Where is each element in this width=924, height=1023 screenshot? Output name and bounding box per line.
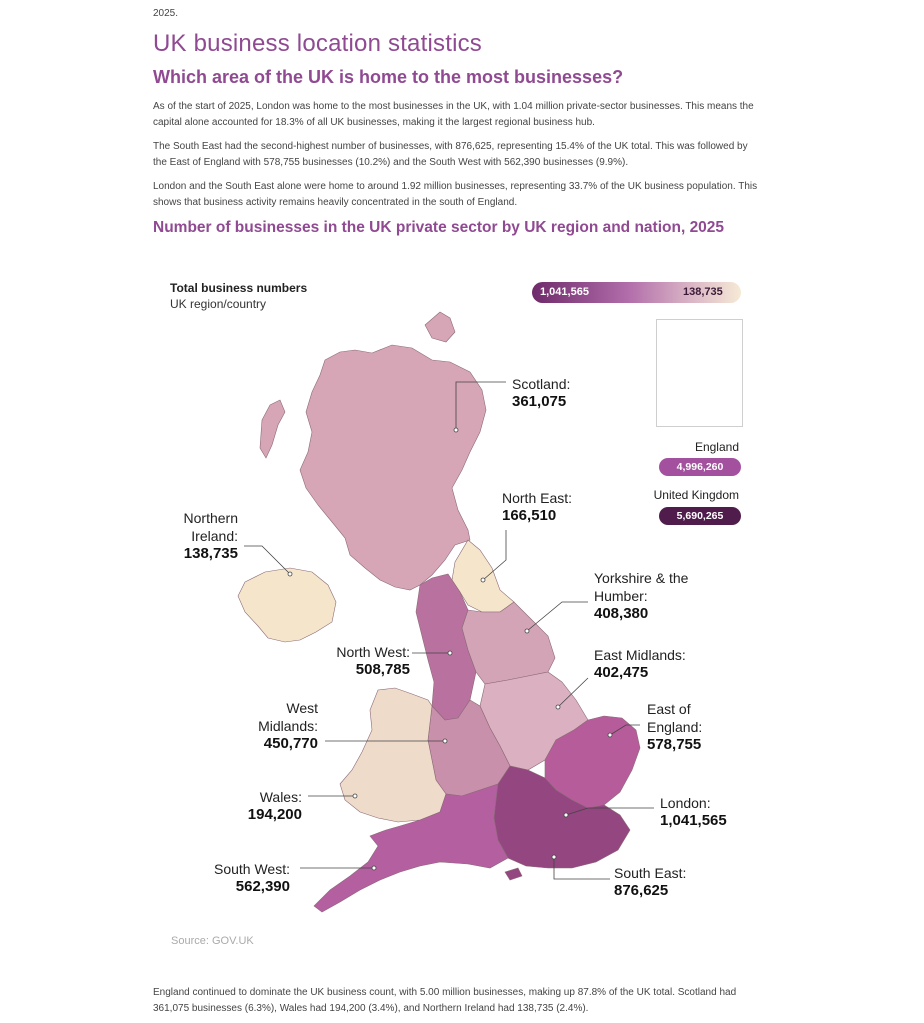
label-northern-ireland-name: Northern Ireland: xyxy=(183,510,238,544)
label-wales-value: 194,200 xyxy=(247,806,302,823)
paragraph-1: As of the start of 2025, London was home to the most businesses in the UK, with 1.04 million private-sector businesses. This means the capital alone accounted for 18.3% of all UK businesses, making it the largest regional business hub. xyxy=(153,101,754,128)
label-north-east-value: 166,510 xyxy=(502,507,557,524)
label-wales-name: Wales: xyxy=(259,789,302,805)
region-shape-yorkshire xyxy=(462,602,555,684)
label-scotland xyxy=(512,375,570,411)
shetland-inset-box xyxy=(656,319,743,427)
dot-wales xyxy=(353,794,357,798)
label-south-east-name: South East: xyxy=(614,865,687,881)
dot-northern-ireland xyxy=(288,572,292,576)
legend-title: Total business numbers xyxy=(170,281,308,295)
dot-east-of-england xyxy=(608,733,612,737)
label-london-name: London: xyxy=(660,795,711,811)
label-yorkshire-name: Yorkshire & the Humber: xyxy=(594,570,689,604)
legend-subtitle: UK region/country xyxy=(170,297,267,311)
scale-min-label: 138,735 xyxy=(683,286,723,298)
dot-west-midlands xyxy=(443,739,447,743)
label-north-east-name: North East: xyxy=(502,490,573,506)
paragraph-2: The South East had the second-highest number of businesses, with 876,625, representing 15.4% of the UK total. This was followed by the East of England with 578,755 businesses (10.2%) and the South West with 562,390 businesses (9.9%). xyxy=(153,141,748,168)
chart-title: Number of businesses in the UK private sector by UK region and nation, 2025 xyxy=(153,219,725,236)
england-total-pill: 4,996,260 xyxy=(659,458,741,476)
label-north-west xyxy=(310,643,410,679)
chart-source: Source: GOV.UK xyxy=(171,935,254,947)
uk-total-pill: 5,690,265 xyxy=(659,507,741,525)
label-south-east-value: 876,625 xyxy=(614,882,669,899)
dot-scotland xyxy=(454,428,458,432)
paragraph-4: England continued to dominate the UK business count, with 5.00 million businesses, making up 87.8% of the UK total. Scotland had 361,075 businesses (6.3%), Wales had 194,200 (3.4%), and Northern Ireland had 138,735 (2.4%). xyxy=(153,987,737,1014)
label-west-midlands-name: West Midlands: xyxy=(258,700,318,734)
england-total-label: England xyxy=(694,440,739,454)
label-northern-ireland xyxy=(150,509,238,563)
uk-total-label: United Kingdom xyxy=(653,488,739,502)
label-south-west-name: South West: xyxy=(213,861,290,877)
label-north-west-name: North West: xyxy=(336,644,410,660)
label-south-west-value: 562,390 xyxy=(235,878,290,895)
label-south-east xyxy=(614,864,686,900)
dot-south-west xyxy=(372,866,376,870)
label-east-midlands-name: East Midlands: xyxy=(594,647,686,663)
label-east-midlands xyxy=(594,646,686,682)
label-scotland-name: Scotland: xyxy=(512,376,571,392)
region-shape-wales xyxy=(340,688,446,822)
paragraph-3: London and the South East alone were home to around 1.92 million businesses, representing 33.7% of the UK business population. This shows that business activity remains heavily concentrated in the south of England. xyxy=(153,181,758,208)
page-title: UK business location statistics xyxy=(153,30,483,57)
dot-yorkshire xyxy=(525,629,529,633)
isle-of-wight-shape xyxy=(505,868,522,880)
label-london xyxy=(660,794,727,830)
label-yorkshire-value: 408,380 xyxy=(594,605,649,622)
label-north-east xyxy=(502,489,572,525)
label-yorkshire xyxy=(594,569,694,623)
label-east-of-england-name: East of England: xyxy=(647,701,703,735)
label-south-west xyxy=(190,860,290,896)
dot-north-east xyxy=(481,578,485,582)
label-west-midlands-value: 450,770 xyxy=(263,735,318,752)
dot-london xyxy=(564,813,568,817)
label-west-midlands xyxy=(230,699,318,753)
label-scotland-value: 361,075 xyxy=(512,393,567,410)
scale-max-label: 1,041,565 xyxy=(540,286,589,298)
label-london-value: 1,041,565 xyxy=(660,812,727,829)
label-east-of-england-value: 578,755 xyxy=(647,736,702,753)
label-wales xyxy=(220,788,302,824)
intro-fragment: 2025. xyxy=(153,8,179,19)
label-east-midlands-value: 402,475 xyxy=(594,664,649,681)
label-northern-ireland-value: 138,735 xyxy=(183,545,238,562)
dot-north-west xyxy=(448,651,452,655)
region-shape-northern-ireland xyxy=(238,568,336,642)
section-heading: Which area of the UK is home to the most businesses? xyxy=(153,67,624,87)
dot-south-east xyxy=(552,855,556,859)
orkney-shape xyxy=(425,312,455,342)
label-east-of-england xyxy=(647,700,717,754)
label-north-west-value: 508,785 xyxy=(355,661,410,678)
scotland-isles-shape xyxy=(260,400,285,458)
dot-east-midlands xyxy=(556,705,560,709)
